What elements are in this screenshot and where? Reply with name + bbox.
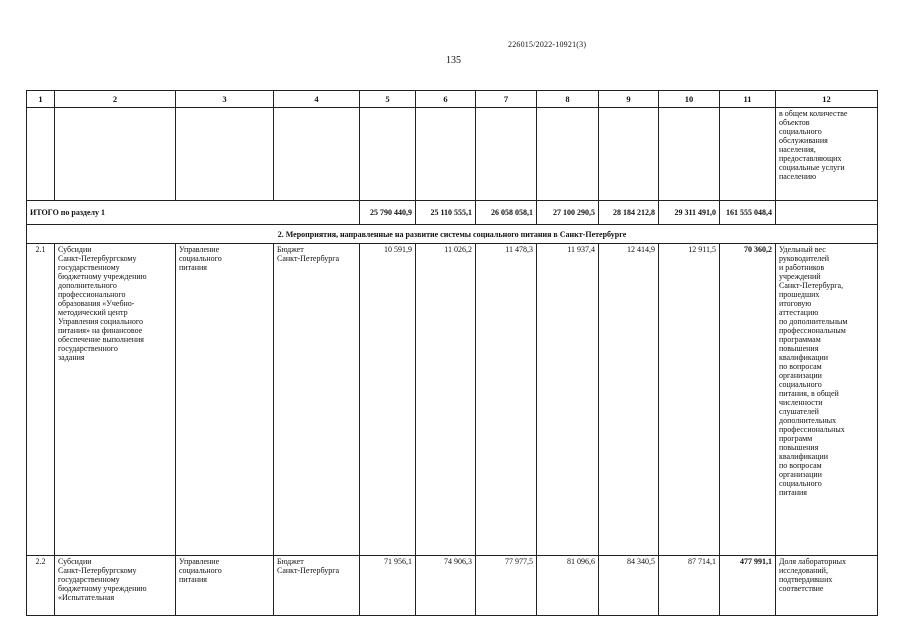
column-header: 7 bbox=[476, 91, 537, 108]
row-value: 74 906,3 bbox=[416, 556, 476, 616]
total-value: 27 100 290,5 bbox=[537, 201, 599, 225]
row-value: 10 591,9 bbox=[360, 244, 416, 556]
column-header: 3 bbox=[176, 91, 274, 108]
document-number: 226015/2022-10921(3) bbox=[508, 40, 587, 49]
row-number: 2.1 bbox=[27, 244, 55, 556]
row-executor: Управление социального питания bbox=[176, 244, 274, 556]
row-total: 70 360,2 bbox=[720, 244, 776, 556]
row-indicator: Доля лабораторных исследований, подтвердивших соответствие bbox=[776, 556, 878, 616]
table-row bbox=[27, 556, 878, 616]
continuation-indicator-cell: в общем количестве объектов социального обслуживания населения, предоставляющих социальные услуги паселению bbox=[776, 108, 878, 201]
row-value: 81 096,6 bbox=[537, 556, 599, 616]
row-value: 77 977,5 bbox=[476, 556, 537, 616]
column-header: 2 bbox=[55, 91, 176, 108]
row-value: 84 340,5 bbox=[599, 556, 659, 616]
total-value: 161 555 048,4 bbox=[720, 201, 776, 225]
row-value: 87 714,1 bbox=[659, 556, 720, 616]
page-number: 135 bbox=[446, 55, 461, 66]
row-source: Бюджет Санкт-Петербурга bbox=[274, 556, 360, 616]
column-header: 5 bbox=[360, 91, 416, 108]
column-number-row bbox=[27, 91, 878, 108]
total-row bbox=[27, 201, 878, 225]
row-value: 12 911,5 bbox=[659, 244, 720, 556]
column-header: 4 bbox=[274, 91, 360, 108]
total-value: 26 058 058,1 bbox=[476, 201, 537, 225]
row-executor: Управление социального питания bbox=[176, 556, 274, 616]
column-header: 8 bbox=[537, 91, 599, 108]
row-number: 2.2 bbox=[27, 556, 55, 616]
column-header: 11 bbox=[720, 91, 776, 108]
row-source: Бюджет Санкт-Петербурга bbox=[274, 244, 360, 556]
row-value: 12 414,9 bbox=[599, 244, 659, 556]
row-name: Субсидии Санкт-Петербургскому государственному бюджетному учреждению «Испытательная bbox=[55, 556, 176, 616]
row-value: 11 937,4 bbox=[537, 244, 599, 556]
total-value: 25 790 440,9 bbox=[360, 201, 416, 225]
row-value: 11 026,2 bbox=[416, 244, 476, 556]
column-header: 9 bbox=[599, 91, 659, 108]
row-indicator: Удельный вес руководителей и работников учреждений Санкт-Петербурга, прошедших итоговую аттестацию по дополнительным профессиональным программам повышения квалификации по вопросам организации социального питания, в общей численности слушателей дополнительных профессиональных программ повышения квалификации по вопросам организации социального питания bbox=[776, 244, 878, 556]
section-header-row bbox=[27, 225, 878, 244]
column-header: 10 bbox=[659, 91, 720, 108]
column-header: 6 bbox=[416, 91, 476, 108]
row-name: Субсидии Санкт-Петербургскому государственному бюджетному учреждению дополнительного профессионального образования «Учебно- методический центр Управления социального питания» на финансовое обеспечение выполнения государственного задания bbox=[55, 244, 176, 556]
section-title: 2. Мероприятия, направленные на развитие системы социального питания в Санкт-Петербурге bbox=[27, 225, 878, 244]
row-value: 11 478,3 bbox=[476, 244, 537, 556]
table-row bbox=[27, 244, 878, 556]
total-value: 29 311 491,0 bbox=[659, 201, 720, 225]
column-header: 1 bbox=[27, 91, 55, 108]
total-value: 25 110 555,1 bbox=[416, 201, 476, 225]
total-value: 28 184 212,8 bbox=[599, 201, 659, 225]
continuation-row bbox=[27, 108, 878, 201]
row-value: 71 956,1 bbox=[360, 556, 416, 616]
total-label: ИТОГО по разделу 1 bbox=[27, 201, 360, 225]
row-total: 477 991,1 bbox=[720, 556, 776, 616]
program-table bbox=[26, 90, 878, 616]
column-header: 12 bbox=[776, 91, 878, 108]
